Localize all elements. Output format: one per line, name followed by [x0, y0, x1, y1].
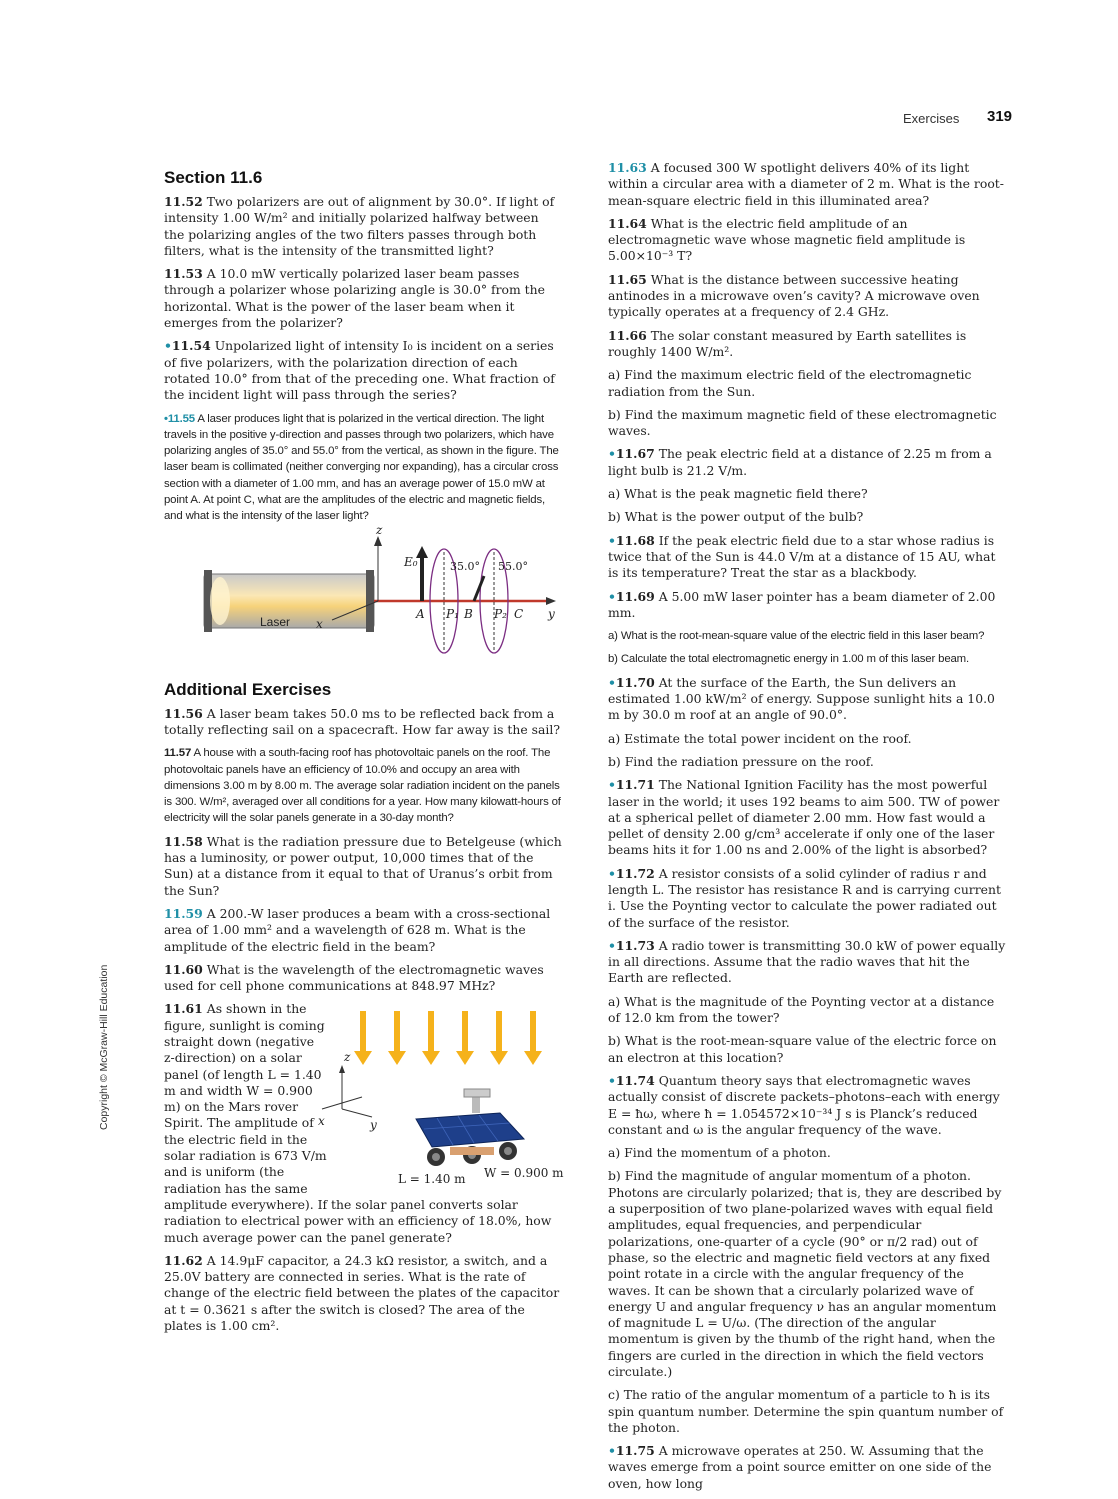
section-title-additional: Additional Exercises	[164, 679, 332, 699]
problem-11-69-b: b) Calculate the total electromagnetic energy in 1.00 m of this laser beam.	[608, 653, 970, 666]
problem-11-67: •11.67 The peak electric field at a distance of 2.25 m from a light bulb is 21.2 V/m.	[608, 446, 992, 478]
point-b-label: B	[464, 606, 473, 621]
problem-11-73: •11.73 A radio tower is transmitting 30.0 kW of power equally in all directions. Assume that the radio waves that hit the Earth are reflected.	[608, 937, 1006, 986]
problem-11-73-a: a) What is the magnitude of the Poynting vector at a distance of 12.0 km from the tower?	[608, 993, 995, 1026]
length-label: L = 1.40 m	[398, 1172, 466, 1187]
z-axis-arrow	[374, 536, 382, 546]
y-axis-arrow	[546, 597, 556, 605]
laser-polarizer-figure	[164, 522, 562, 672]
problem-11-70-b: b) Find the radiation pressure on the roof.	[608, 753, 874, 769]
p2-label: P₂	[494, 606, 507, 621]
problem-11-74-a: a) Find the momentum of a photon.	[608, 1145, 831, 1161]
problem-11-55: •11.55 A laser produces light that is polarized in the vertical direction. The light travels in the positive y-direction and passes through two polarizers, which have polarizing angles of 35.0° and 55.0° from the vertical, as shown in the figure. The laser beam is collimated (neither converging nor expanding), has a circular cross section with a diameter of 1.00 mm, and has an average power of 15.0 mW at point A. At point C, what are the amplitudes of the electric and magnetic fields, and what is the intensity of the laser light?	[164, 412, 559, 523]
problem-11-74-c: c) The ratio of the angular momentum of a particle to ħ is its spin quantum number. Determine the spin quantum number of the photon.	[608, 1387, 1004, 1435]
problem-11-75: •11.75 A microwave operates at 250. W. Assuming that the waves emerge from a point source emitter on one side of the oven, how long	[608, 1443, 992, 1491]
section-title: Section 11.6	[164, 168, 263, 187]
problem-11-73-b: b) What is the root-mean-square value of the electric force on an electron at this location?	[608, 1033, 997, 1065]
e0-label: E₀	[404, 554, 418, 569]
laser-label: Laser	[260, 614, 291, 629]
solar-panel	[416, 1113, 524, 1147]
problem-11-67-b: b) What is the power output of the bulb?	[608, 509, 864, 525]
problem-11-63: 11.63 A focused 300 W spotlight delivers 40% of its light within a circular area with a diameter of 2 m. What is the root-mean-square electric field in this illuminated area?	[608, 160, 1004, 208]
fig2-y-label: y	[370, 1118, 377, 1133]
problem-11-65: 11.65 What is the distance between successive heating antinodes in a microwave oven’s cavity? A microwave oven typically operates at a frequency of 2.4 GHz.	[608, 271, 980, 320]
page-number: 319	[987, 108, 1013, 125]
problem-11-62: 11.62 A 14.9μF capacitor, a 24.3 kΩ resistor, a switch, and a 25.0V battery are connected in series. What is the rate of change of the electric field between the plates of the capacitor at t = 0.3621 s after the switch is closed? The area of the plates is 1.00 cm².	[164, 1252, 560, 1334]
fig2-x-label: x	[318, 1114, 325, 1129]
point-c-label: C	[514, 606, 524, 621]
problem-11-71: •11.71 The National Ignition Facility has the most powerful laser in the world; it uses 192 beams to aim 500. TW of power at a spherical pellet of diameter 2.00 mm. How fast would a pellet of density 2.00 g/cm³ accelerate if only one of the laser beams hits it for 1.00 ns and 2.00% of the light is absorbed?	[608, 777, 1000, 858]
right-column	[608, 160, 1008, 1499]
problem-11-72: •11.72 A resistor consists of a solid cylinder of radius r and length L. The resistor has resistance R and is carrying current i. Use the Poynting vector to calculate the power radiated out of the surface of the resistor.	[608, 865, 1001, 930]
problem-11-59: 11.59 A 200.-W laser produces a beam with a cross-sectional area of 1.00 mm² and a wavelength of 628 m. What is the amplitude of the electric field in the beam?	[164, 905, 551, 954]
problem-11-69: •11.69 A 5.00 mW laser pointer has a beam diameter of 2.00 mm.	[608, 588, 996, 620]
angle-35-label: 35.0°	[450, 559, 480, 573]
problem-11-68: •11.68 If the peak electric field due to a star whose radius is twice that of the Sun is 44.0 V/m at a distance of 15 AU, what is its temperature? Treat the star as a blackbody.	[608, 532, 996, 581]
problem-11-64: 11.64 What is the electric field amplitude of an electromagnetic wave whose magnetic field amplitude is 5.00×10⁻³ T?	[608, 215, 966, 264]
copyright-notice: Copyright © McGraw-Hill Education	[98, 964, 110, 1130]
fig1-z-label: z	[376, 522, 383, 537]
problem-11-57: 11.57 A house with a south-facing roof has photovoltaic panels on the roof. The photovoltaic panels have an efficiency of 10.0% and occupy an area with dimensions 3.00 m by 8.00 m. The average solar radiation incident on the panels is 300. W/m², averaged over all conditions for a year. How many kilowatt-hours of electricity will the solar panels generate in a 30-day month?	[164, 747, 561, 825]
angle-55-label: 55.0°	[498, 559, 528, 573]
problem-11-66-b: b) Find the maximum magnetic field of these electromagnetic waves.	[608, 406, 997, 439]
problem-11-61: z x y L = 1.40 m W = 0.900 m 11.61 As shown in the figure, sunlight is coming straight down (negative z-direction) on a solar panel (of length L = 1.40 m and width W = 0.900 m) on the Mars rover Spirit. The amplitude of the electric field in the solar radiation is 673 V/m and is uniform (the radiation has the same amplitude everywhere). If the solar panel converts solar radiation to electrical power with an efficiency of 18.0%, how much average power can the panel generate?	[164, 1001, 562, 1245]
problem-11-74: •11.74 Quantum theory says that electromagnetic waves actually consist of discrete packets–photons–each with energy E = ħω, where ħ = 1.054572×10⁻³⁴ J s is Planck’s reduced constant and ω is the angular frequency of the wave.	[608, 1072, 1000, 1137]
problem-11-54: •11.54 Unpolarized light of intensity I₀ is incident on a series of five polarizers, with the polarization direction of each rotated 10.0° from that of the preceding one. What fraction of the incident light will pass through the series?	[164, 338, 555, 403]
problem-11-66-a: a) Find the maximum electric field of the electromagnetic radiation from the Sun.	[608, 367, 972, 399]
laser-polarizer-diagram	[164, 522, 562, 672]
problem-11-53: 11.53 A 10.0 mW vertically polarized laser beam passes through a polarizer whose polarizing angle is 30.0° from the horizontal. What is the power of the laser beam when it emerges from the polarizer?	[164, 266, 545, 331]
problem-11-60: 11.60 What is the wavelength of the electromagnetic waves used for cell phone communications at 848.97 MHz?	[164, 961, 544, 994]
transmitted-e-vector	[474, 576, 484, 601]
problem-11-58: 11.58 What is the radiation pressure due to Betelgeuse (which has a luminosity, or power output, 10,000 times that of the Sun) at a distance from it equal to that of Uranus’s orbit from the Sun?	[164, 833, 562, 898]
problem-11-56: 11.56 A laser beam takes 50.0 ms to be reflected back from a totally reflecting sail on a spacecraft. How far away is the sail?	[164, 705, 560, 737]
problem-11-74-b: b) Find the magnitude of angular momentum of a photon. Photons are circularly polarized; that is, they are described by a superposition of two plane-polarized waves with equal field amplitudes, equal frequencies, and perpendicular polarizations, one-quarter of a cycle (90° or π/2 rad) out of phase, so the electric and magnetic field vectors at any fixed point rotate in a circle with the angular frequency of the waves. It can be shown that a circularly polarized wave of energy U and angular frequency ν has an angular momentum of magnitude L = U/ω. (The direction of the angular momentum is given by the thumb of the right hand, when the fingers are curled in the direction in which the field vectors circulate.)	[608, 1168, 1002, 1379]
width-label: W = 0.900 m	[484, 1166, 564, 1181]
problem-11-70-a: a) Estimate the total power incident on the roof.	[608, 730, 912, 746]
problem-11-69-a: a) What is the root-mean-square value of the electric field in this laser beam?	[608, 630, 985, 643]
problem-11-66: 11.66 The solar constant measured by Earth satellites is roughly 1400 W/m².	[608, 327, 967, 359]
point-a-label: A	[416, 606, 425, 621]
mars-rover-diagram	[318, 1001, 568, 1189]
laser-endcap-right	[366, 570, 374, 632]
fig1-y-label: y	[548, 606, 555, 621]
fig2-z-label: z	[344, 1050, 351, 1065]
sunlight-arrows	[354, 1011, 542, 1065]
p1-label: P₁	[446, 606, 459, 621]
problem-11-67-a: a) What is the peak magnetic field there?	[608, 486, 868, 502]
problem-11-70: •11.70 At the surface of the Earth, the Sun delivers an estimated 1.00 kW/m² of energy. Suppose sunlight hits a 10.0 m by 30.0 m roof at an angle of 90.0°.	[608, 674, 995, 723]
problem-11-52: 11.52 Two polarizers are out of alignment by 30.0°. If light of intensity 1.00 W/m² and initially polarized halfway between the polarizing angles of the two filters passes through both filters, what is the intensity of the transmitted light?	[164, 194, 555, 258]
mars-rover-figure	[318, 1001, 568, 1189]
fig1-x-label: x	[316, 616, 323, 631]
running-header: Exercises	[903, 111, 960, 126]
left-column	[164, 160, 562, 1341]
